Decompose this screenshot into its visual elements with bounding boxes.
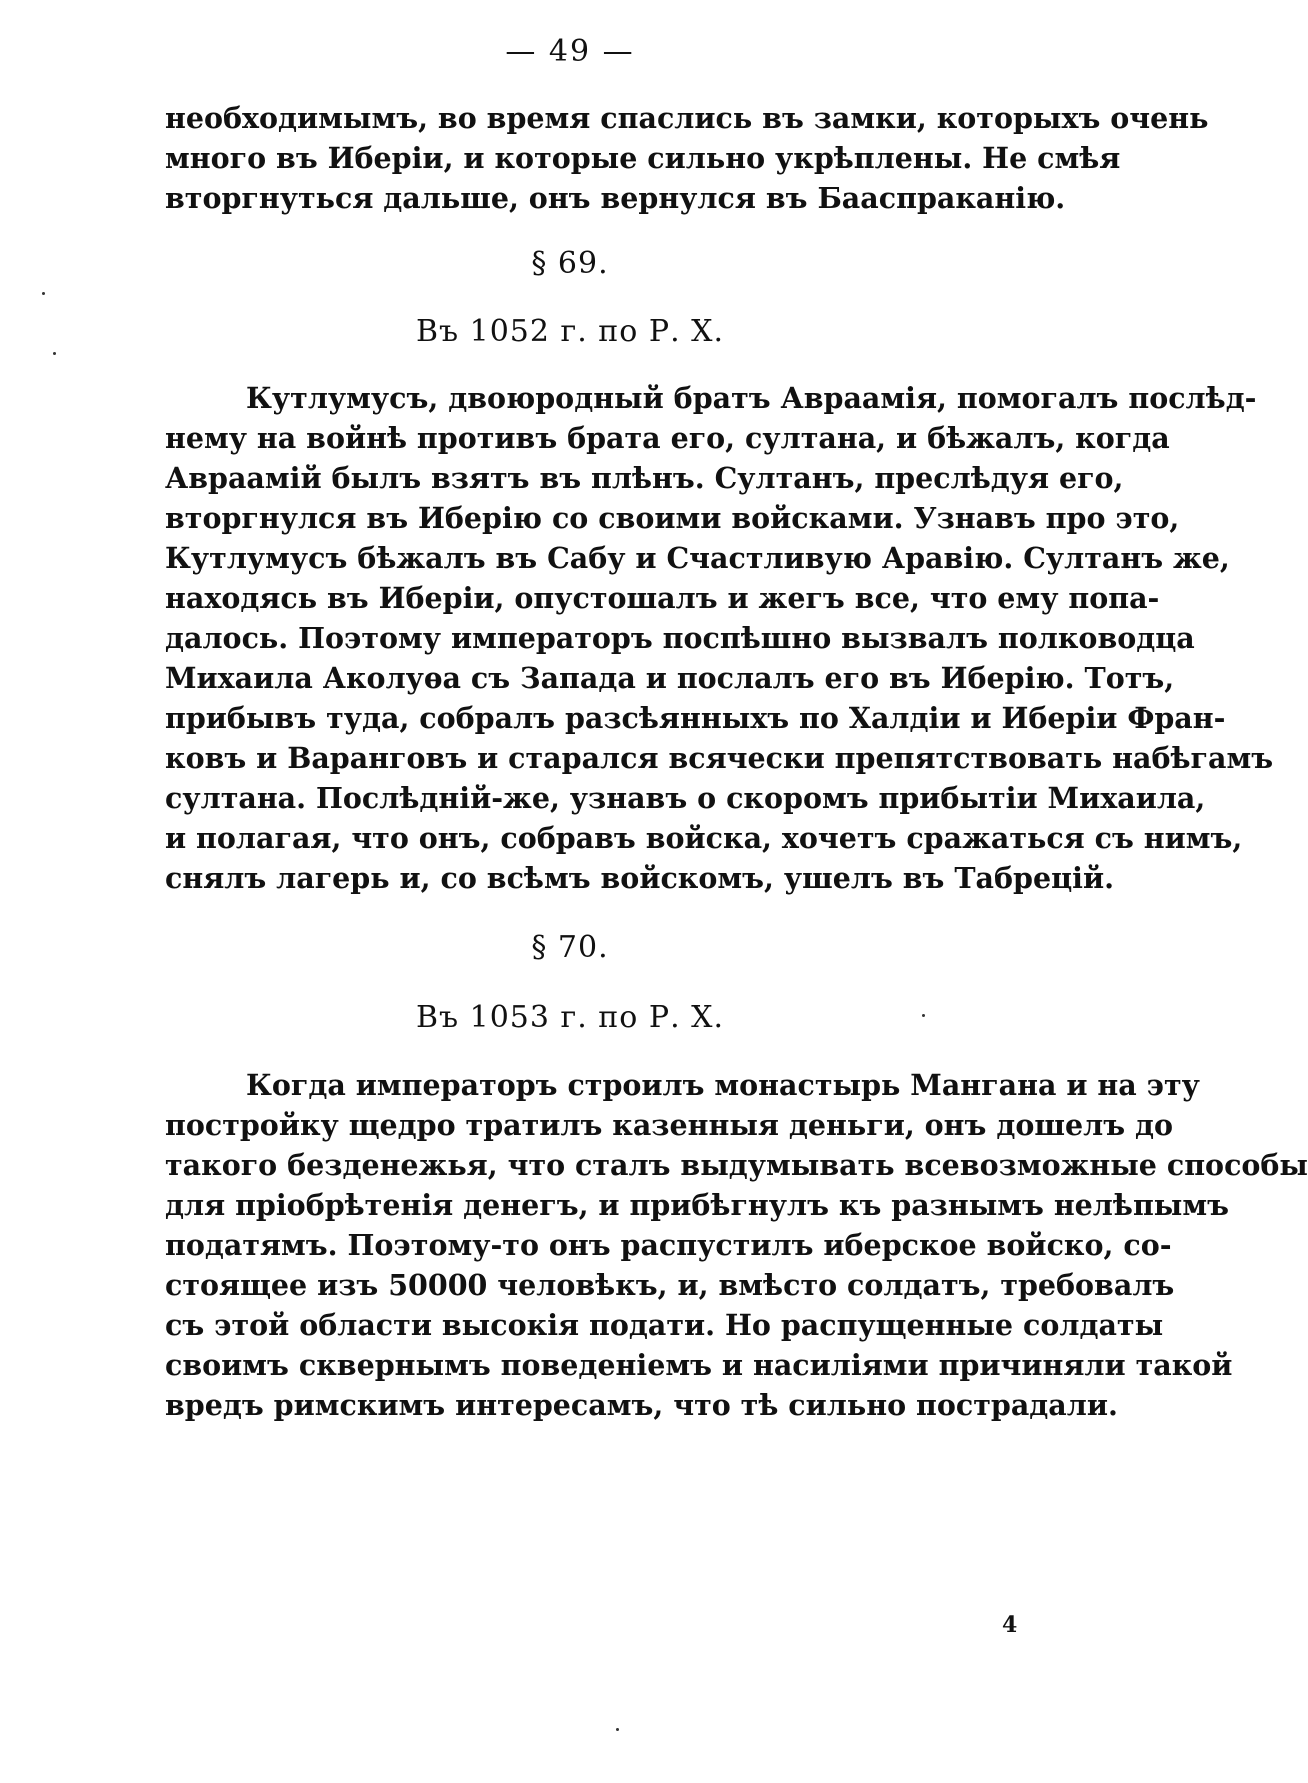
paragraph-line: Авраамій былъ взятъ въ плѣнъ. Султанъ, преслѣдуя его, — [165, 461, 1124, 495]
paragraph-line: снялъ лагерь и, со всѣмъ войскомъ, ушелъ въ Табрецій. — [165, 861, 1115, 895]
paragraph-line: и полагая, что онъ, собравъ войска, хочетъ сражаться съ нимъ, — [165, 821, 1243, 855]
paragraph-line: такого безденежья, что сталъ выдумывать всевозможные способы — [165, 1148, 1308, 1182]
paragraph-line: своимъ сквернымъ поведеніемъ и насиліями причиняли такой — [165, 1348, 1233, 1382]
paragraph-line: ковъ и Варанговъ и старался всячески препятствовать набѣгамъ — [165, 741, 1274, 775]
paragraph-line: султана. Послѣдній-же, узнавъ о скоромъ прибытіи Михаила, — [165, 781, 1206, 815]
paragraph-line: податямъ. Поэтому-то онъ распустилъ иберское войско, со- — [165, 1228, 1172, 1262]
paragraph-line: вторгнуться дальше, онъ вернулся въ Бааспраканію. — [165, 181, 1066, 215]
paragraph-line: нему на войнѣ противъ брата его, султана, и бѣжалъ, когда — [165, 421, 1170, 455]
paragraph-line: необходимымъ, во время спаслись въ замки, которыхъ очень — [165, 101, 1209, 135]
paragraph-line: Михаила Аколуѳа съ Запада и послалъ его въ Иберію. Тотъ, — [165, 661, 1175, 695]
paragraph-line: прибывъ туда, собралъ разсѣянныхъ по Халдіи и Иберіи Фран- — [165, 701, 1226, 735]
paragraph-line: вредъ римскимъ интересамъ, что тѣ сильно пострадали. — [165, 1388, 1118, 1422]
paragraph-line: находясь въ Иберіи, опустошалъ и жегъ все, что ему попа- — [165, 581, 1160, 615]
section-date: Въ 1052 г. по Р. X. — [415, 314, 725, 349]
section-date: Въ 1053 г. по Р. X. — [415, 1000, 725, 1035]
paragraph-line: вторгнулся въ Иберію со своими войсками. Узнавъ про это, — [165, 501, 1180, 535]
section-number: § 69. — [531, 246, 609, 281]
scan-speck — [922, 1014, 925, 1017]
section-number: § 70. — [531, 930, 609, 965]
scan-speck — [616, 1728, 619, 1731]
page-number: — 49 — — [505, 34, 635, 69]
paragraph-line: далось. Поэтому императоръ поспѣшно вызвалъ полководца — [165, 621, 1195, 655]
paragraph-line: стоящее изъ 50000 человѣкъ, и, вмѣсто солдатъ, требовалъ — [165, 1268, 1175, 1302]
paragraph-line: Когда императоръ строилъ монастырь Мангана и на эту — [246, 1068, 1200, 1102]
paragraph-line: съ этой области высокія подати. Но распущенные солдаты — [165, 1308, 1164, 1342]
paragraph-line: для пріобрѣтенія денегъ, и прибѣгнулъ къ разнымъ нелѣпымъ — [165, 1188, 1229, 1222]
paragraph-line: Кутлумусъ, двоюродный братъ Авраамія, помогалъ послѣд- — [246, 381, 1257, 415]
paragraph-line: много въ Иберіи, и которые сильно укрѣплены. Не смѣя — [165, 141, 1121, 175]
scan-speck — [53, 352, 56, 355]
signature-mark: 4 — [1002, 1612, 1018, 1638]
paragraph-line: Кутлумусъ бѣжалъ въ Сабу и Счастливую Аравію. Султанъ же, — [165, 541, 1230, 575]
scan-speck — [42, 292, 45, 295]
paragraph-line: постройку щедро тратилъ казенныя деньги, онъ дошелъ до — [165, 1108, 1173, 1142]
